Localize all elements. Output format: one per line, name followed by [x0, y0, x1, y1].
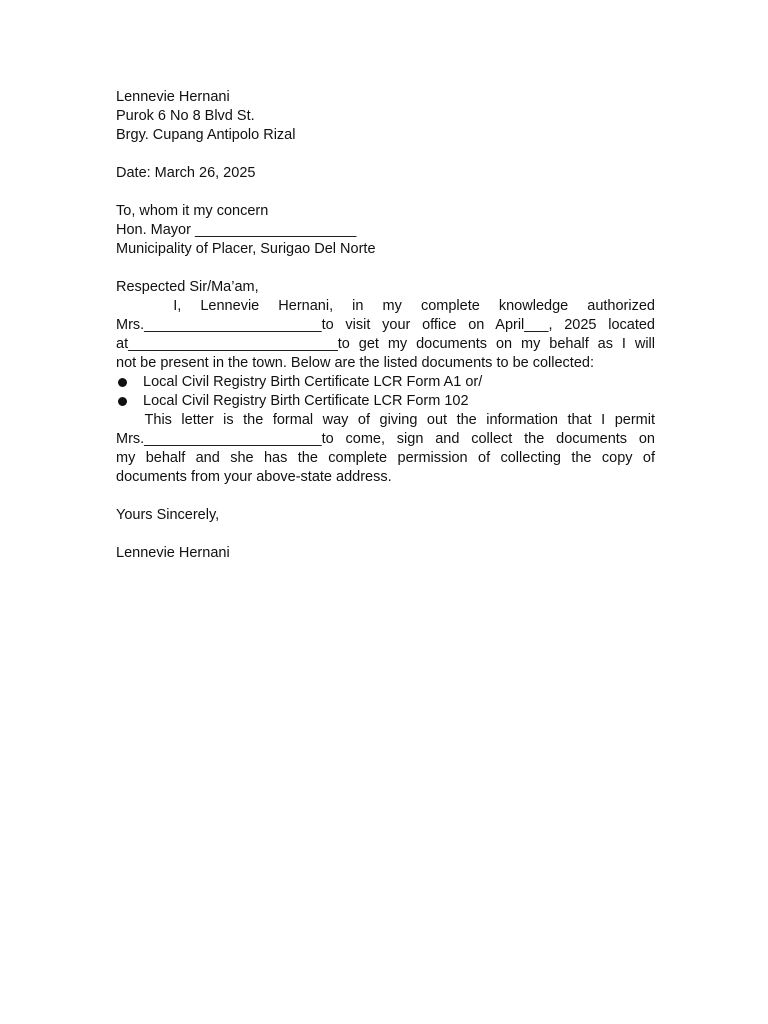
signature-name: Lennevie Hernani	[116, 545, 230, 561]
paragraph-1-line-1: I, Lennevie Hernani, in my complete knowledge authorized	[116, 298, 655, 314]
closing: Yours Sincerely,	[116, 507, 220, 523]
list-item	[116, 392, 655, 411]
salutation: Respected Sir/Ma’am,	[116, 279, 259, 295]
list-item	[116, 373, 655, 392]
document-item-1: Local Civil Registry Birth Certificate LCR Form A1 or/	[143, 374, 483, 390]
spacer	[116, 525, 655, 544]
letter-date: Date: March 26, 2025	[116, 165, 256, 181]
sender-address-line-1: Purok 6 No 8 Blvd St.	[116, 108, 255, 124]
recipient-line-1: To, whom it my concern	[116, 203, 269, 219]
paragraph-2-line-1: This letter is the formal way of giving out the information that I permit	[116, 412, 655, 428]
bullet-icon	[118, 378, 127, 387]
paragraph-1-line-4: not be present in the town. Below are the listed documents to be collected:	[116, 355, 594, 371]
letter-body	[116, 88, 655, 563]
paragraph-1-line-3: at__________________________to get my documents on my behalf as I will	[116, 336, 655, 352]
spacer	[116, 487, 655, 506]
spacer	[116, 183, 655, 202]
paragraph-2-line-3: my behalf and she has the complete permission of collecting the copy of	[116, 450, 655, 466]
sender-address-line-2: Brgy. Cupang Antipolo Rizal	[116, 127, 296, 143]
spacer	[116, 145, 655, 164]
paragraph-1-line-2: Mrs.______________________to visit your office on April___, 2025 located	[116, 317, 655, 333]
recipient-line-3: Municipality of Placer, Surigao Del Norte	[116, 241, 376, 257]
bullet-icon	[118, 397, 127, 406]
spacer	[116, 259, 655, 278]
paragraph-2-line-2: Mrs.______________________to come, sign and collect the documents on	[116, 431, 655, 447]
paragraph-2-line-4: documents from your above-state address.	[116, 469, 392, 485]
sender-name: Lennevie Hernani	[116, 89, 230, 105]
document-item-2: Local Civil Registry Birth Certificate LCR Form 102	[143, 393, 469, 409]
recipient-line-2: Hon. Mayor ____________________	[116, 222, 357, 238]
